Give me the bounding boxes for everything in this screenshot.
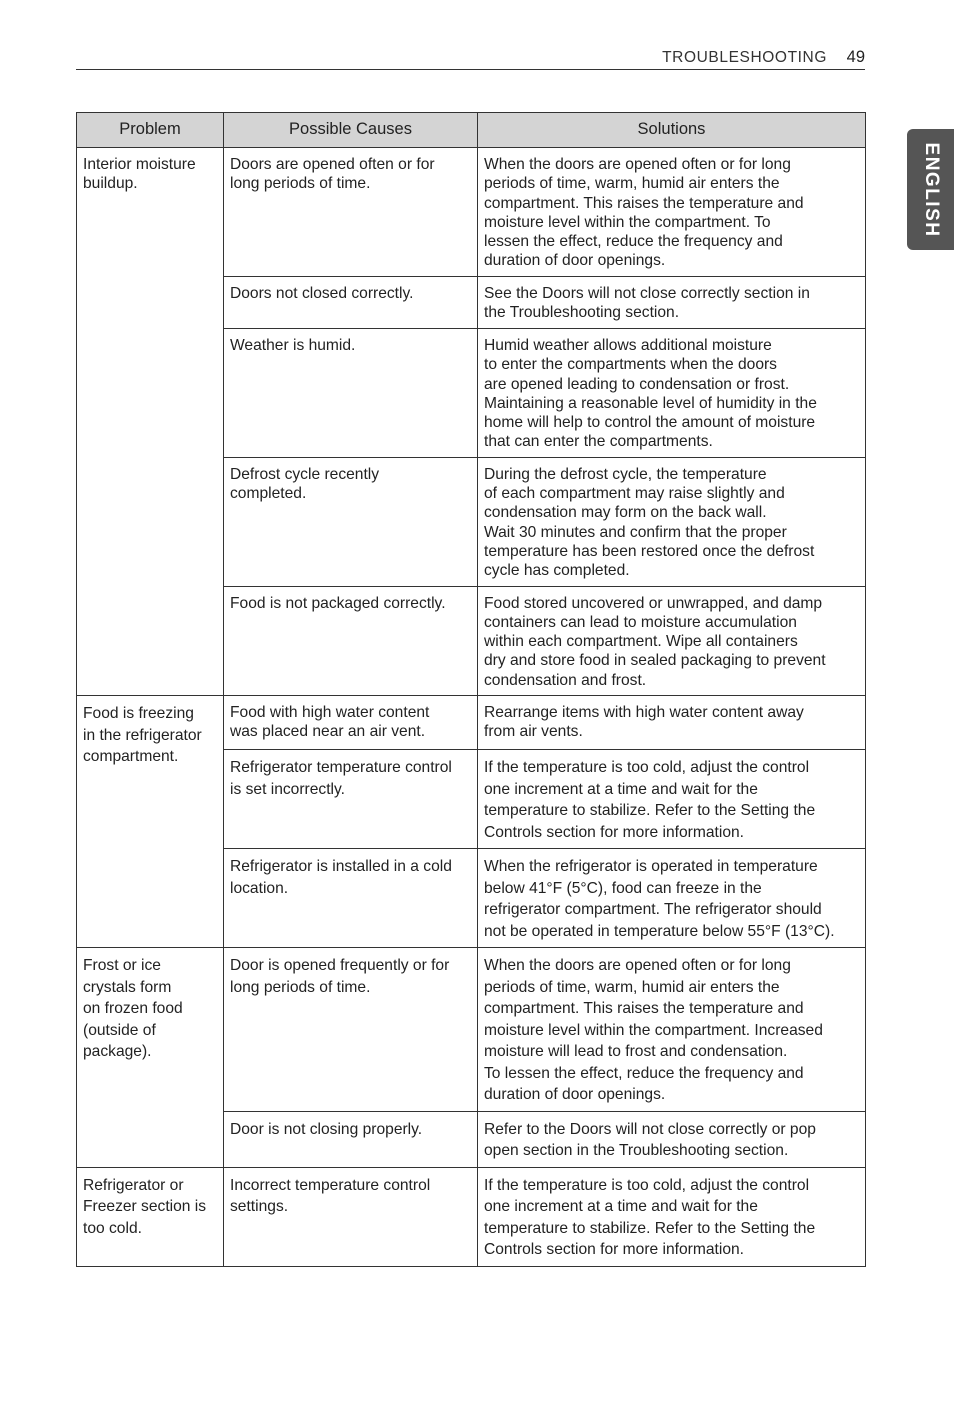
table-row	[77, 148, 866, 277]
problem-cell	[77, 148, 224, 696]
solution-cell	[478, 1167, 866, 1266]
solution-text: When the refrigerator is operated in temperature below 41°F (5°C), food can freeze in the refrigerator compartment. The refrigerator should not be operated in temperature below 55°F (13°C).	[484, 858, 835, 940]
solution-cell	[478, 148, 866, 277]
problem-cell	[77, 948, 224, 1168]
column-header-causes: Possible Causes	[224, 113, 478, 148]
cause-cell	[224, 948, 478, 1112]
cause-text: Door is not closing properly.	[230, 1120, 423, 1138]
solution-text: When the doors are opened often or for long periods of time, warm, humid air enters the compartment. This raises the temperature and moisture level within the compartment. Increased moisture will lead to frost and condensation. To lessen the effect, reduce the frequency and duration of door openings.	[484, 957, 823, 1104]
solution-cell	[478, 849, 866, 948]
cause-cell	[224, 750, 478, 849]
solution-text: Food stored uncovered or unwrapped, and damp containers can lead to moisture accumulation within each compartment. Wipe all containers dry and store food in sealed packaging to prevent condensation and frost.	[484, 594, 826, 689]
solution-cell	[478, 948, 866, 1112]
column-header-solutions: Solutions	[478, 113, 866, 148]
table-row	[77, 1167, 866, 1266]
solution-cell	[478, 1111, 866, 1167]
cause-text: Defrost cycle recently completed.	[230, 465, 380, 503]
solution-cell	[478, 696, 866, 750]
problem-text: Frost or ice crystals form on frozen food (outside of package).	[83, 957, 183, 1061]
cause-text: Food is not packaged correctly.	[230, 594, 446, 612]
solution-text: See the Doors will not close correctly section in the Troubleshooting section.	[484, 285, 810, 322]
solution-text: If the temperature is too cold, adjust the control one increment at a time and wait for the temperature to stabilize. Refer to the Setting the Controls section for more information.	[484, 1176, 816, 1259]
problem-text: Refrigerator or Freezer section is too cold.	[83, 1176, 207, 1237]
cause-cell	[224, 696, 478, 750]
solution-text: If the temperature is too cold, adjust the control one increment at a time and wait for the temperature to stabilize. Refer to the Setting the Controls section for more information.	[484, 759, 816, 841]
cause-text: Door is opened frequently or for long periods of time.	[230, 957, 450, 996]
cause-text: Refrigerator temperature control is set incorrectly.	[230, 759, 452, 798]
solution-text: Refer to the Doors will not close correctly or pop open section in the Troubleshooting section.	[484, 1120, 816, 1160]
cause-cell	[224, 1167, 478, 1266]
solution-text: When the doors are opened often or for long periods of time, warm, humid air enters the compartment. This raises the temperature and moisture level within the compartment. To lessen the effect, reduce the frequency and duration of door openings.	[484, 156, 804, 270]
cause-cell	[224, 277, 478, 329]
solution-cell	[478, 277, 866, 329]
page-number: 49	[846, 48, 865, 66]
table-row	[77, 948, 866, 1112]
solution-cell	[478, 750, 866, 849]
cause-text: Incorrect temperature control settings.	[230, 1176, 431, 1216]
cause-cell	[224, 329, 478, 458]
table-row	[77, 696, 866, 750]
troubleshooting-table	[76, 112, 866, 1267]
table-header-row	[77, 113, 866, 148]
page-header	[76, 48, 865, 70]
solution-text: Rearrange items with high water content away from air vents.	[484, 704, 804, 741]
cause-cell	[224, 586, 478, 695]
problem-text: Interior moisture buildup.	[83, 156, 196, 193]
problem-cell	[77, 1167, 224, 1266]
cause-text: Doors are opened often or for long periods of time.	[230, 156, 435, 193]
cause-cell	[224, 457, 478, 586]
solution-text: Humid weather allows additional moisture to enter the compartments when the doors are opened leading to condensation or frost. Maintaining a reasonable level of humidity in the home will help to control the amount of moisture that can enter the compartments.	[484, 337, 817, 451]
solution-cell	[478, 586, 866, 695]
solution-cell	[478, 457, 866, 586]
section-title: TROUBLESHOOTING	[662, 49, 827, 66]
problem-cell	[77, 696, 224, 948]
cause-text: Refrigerator is installed in a cold location.	[230, 858, 452, 897]
language-tab	[907, 129, 954, 250]
solution-cell	[478, 329, 866, 458]
column-header-problem: Problem	[77, 113, 224, 148]
cause-text: Food with high water content was placed near an air vent.	[230, 704, 430, 741]
cause-cell	[224, 148, 478, 277]
cause-cell	[224, 1111, 478, 1167]
cause-cell	[224, 849, 478, 948]
language-tab-label: ENGLISH	[920, 142, 942, 237]
problem-text: Food is freezing in the refrigerator compartment.	[83, 705, 202, 766]
cause-text: Weather is humid.	[230, 337, 356, 354]
solution-text: During the defrost cycle, the temperature of each compartment may raise slightly and condensation may form on the back wall. Wait 30 minutes and confirm that the proper temperature has been restored once the defrost cycle has completed.	[484, 465, 815, 580]
cause-text: Doors not closed correctly.	[230, 285, 414, 302]
